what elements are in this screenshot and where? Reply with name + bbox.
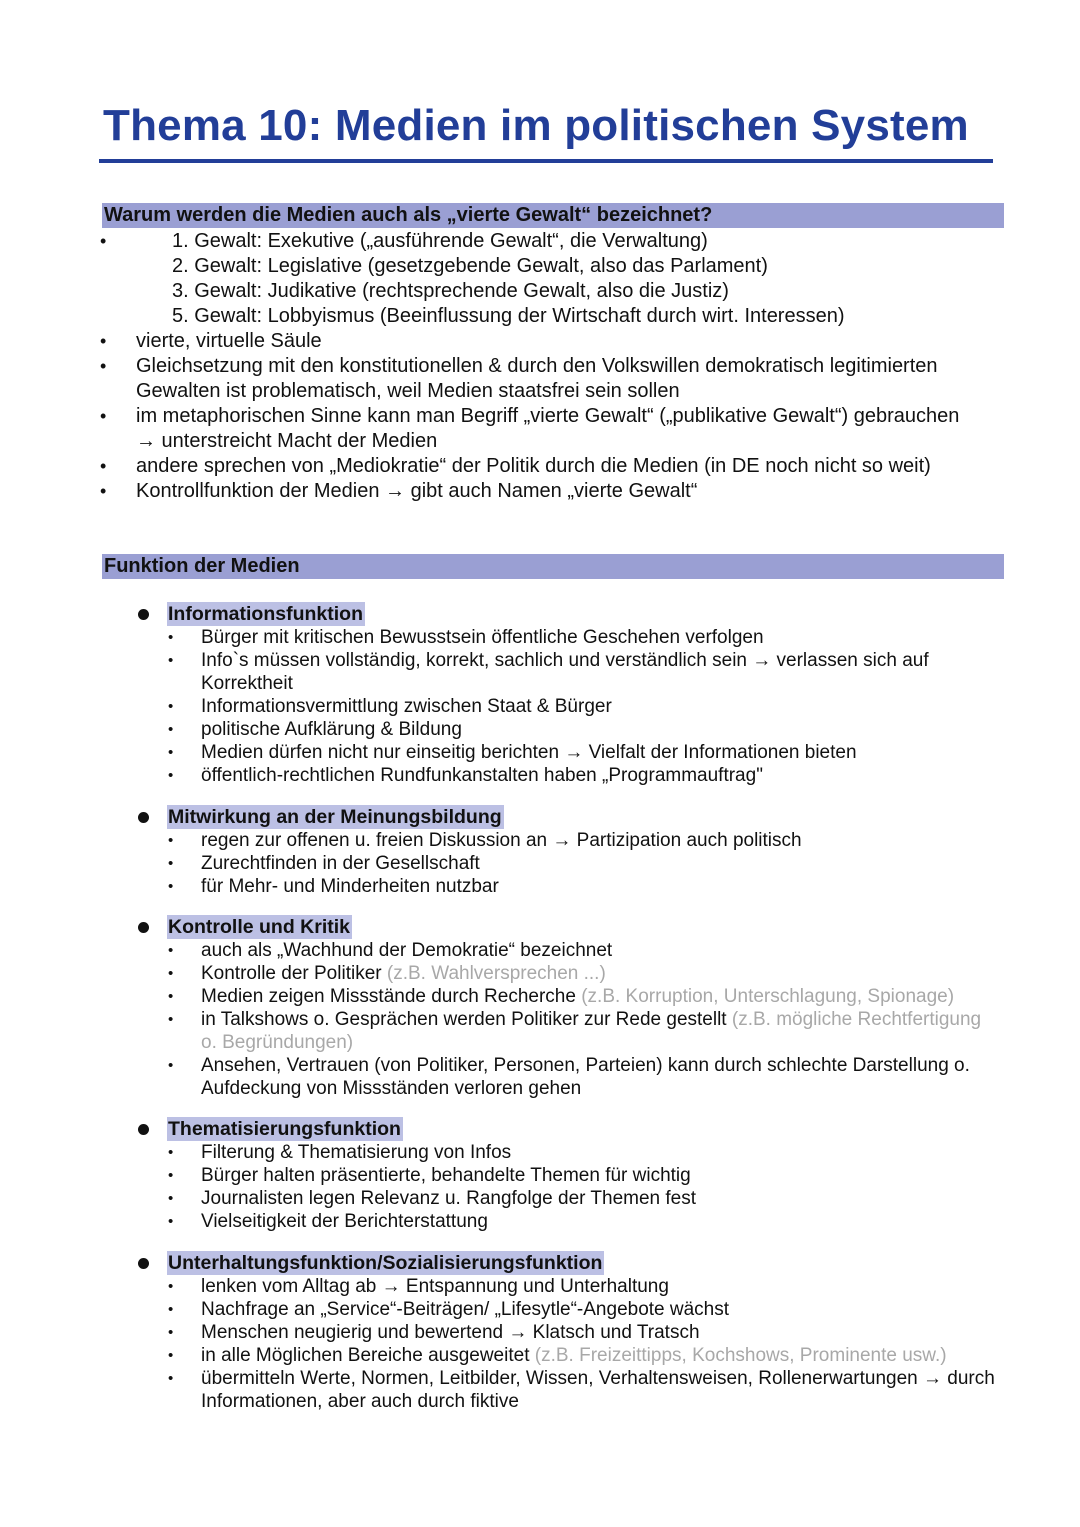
bullet-dot: • — [100, 356, 107, 376]
list-item — [100, 329, 980, 354]
list-item-text: übermitteln Werte, Normen, Leitbilder, Wissen, Verhaltensweisen, Rollenerwartungen → durch Informationen, aber auch durch fiktive — [201, 1368, 995, 1412]
bullet-dot: • — [168, 832, 174, 849]
list-item-text: in alle Möglichen Bereiche ausgeweitet — [201, 1345, 530, 1366]
list-item-note: (z.B. Wahlversprechen ...) — [386, 963, 606, 984]
list-item-text: in Talkshows o. Gesprächen werden Politiker zur Rede gestellt — [201, 1009, 727, 1030]
function-items — [136, 1275, 996, 1413]
vierte-gewalt-list — [100, 229, 980, 504]
list-item — [136, 1298, 996, 1321]
bullet-dot: • — [168, 1324, 174, 1341]
bullet-dot: • — [168, 1370, 174, 1387]
list-item: 5. Gewalt: Lobbyismus (Beeinflussung der Wirtschaft durch wirt. Interessen) — [172, 305, 845, 327]
list-item-text: auch als „Wachhund der Demokratie“ bezeichnet — [201, 940, 613, 961]
list-item-text: Menschen neugierig und bewertend → Klatsch und Tratsch — [201, 1322, 700, 1343]
list-item-text: Vielseitigkeit der Berichterstattung — [201, 1211, 488, 1232]
list-item — [136, 1210, 996, 1233]
bullet-dot — [138, 609, 149, 620]
list-item-text: Kontrolle der Politiker — [201, 963, 382, 984]
bullet-dot: • — [100, 231, 107, 251]
list-item — [100, 404, 980, 454]
list-item — [136, 718, 996, 741]
list-item-text: regen zur offenen u. freien Diskussion an → Partizipation auch politisch — [201, 830, 802, 851]
list-item-text: andere sprechen von „Mediokratie“ der Politik durch die Medien (in DE noch nicht so weit) — [136, 455, 931, 477]
list-item — [136, 626, 996, 649]
bullet-dot: • — [168, 1144, 174, 1161]
bullet-dot: • — [100, 406, 107, 426]
function-title: Thematisierungsfunktion — [168, 1118, 401, 1140]
list-item — [136, 852, 996, 875]
list-item — [136, 962, 996, 985]
list-item-text: politische Aufklärung & Bildung — [201, 719, 462, 740]
list-item — [136, 1275, 996, 1298]
list-item-text: Gleichsetzung mit den konstitutionellen & durch den Volkswillen demokratisch legitimierten Gewalten ist problematisch, weil Medien staatsfrei sein sollen — [136, 355, 938, 402]
function-meinungsbildung — [136, 805, 996, 898]
list-item — [100, 479, 980, 504]
function-items — [136, 829, 996, 898]
bullet-dot: • — [168, 988, 174, 1005]
list-item — [136, 985, 996, 1008]
list-item — [100, 354, 980, 404]
list-item — [136, 1321, 996, 1344]
bullet-dot: • — [168, 942, 174, 959]
bullet-dot: • — [168, 721, 174, 738]
list-item-text: öffentlich-rechtlichen Rundfunkanstalten haben „Programmauftrag" — [201, 765, 763, 786]
list-item-text: Informationsvermittlung zwischen Staat & Bürger — [201, 696, 612, 717]
list-item-text: lenken vom Alltag ab → Entspannung und Unterhaltung — [201, 1276, 669, 1297]
function-unterhaltungsfunktion — [136, 1251, 996, 1413]
function-title: Informationsfunktion — [168, 603, 363, 625]
list-item-text: Medien dürfen nicht nur einseitig berichten → Vielfalt der Informationen bieten — [201, 742, 857, 763]
function-kontrolle-und-kritik — [136, 915, 996, 1100]
list-item-note: (z.B. Korruption, Unterschlagung, Spionage) — [581, 986, 955, 1007]
list-item-gewalten — [100, 229, 980, 329]
list-item-text: Journalisten legen Relevanz u. Rangfolge der Themen fest — [201, 1188, 697, 1209]
list-item — [136, 764, 996, 787]
list-item-text: vierte, virtuelle Säule — [136, 330, 322, 352]
bullet-dot: • — [168, 629, 174, 646]
list-item — [136, 649, 996, 695]
bullet-dot: • — [168, 965, 174, 982]
section-heading-vierte-gewalt: Warum werden die Medien auch als „vierte Gewalt“ bezeichnet? — [102, 203, 1004, 228]
list-item-text: Nachfrage an „Service“-Beiträgen/ „Lifesytle“-Angebote wächst — [201, 1299, 730, 1320]
function-heading — [136, 602, 996, 626]
bullet-dot: • — [168, 1213, 174, 1230]
bullet-dot: • — [168, 1301, 174, 1318]
list-item — [136, 1141, 996, 1164]
list-item-text: Filterung & Thematisierung von Infos — [201, 1142, 512, 1163]
list-item-text: Ansehen, Vertrauen (von Politiker, Personen, Parteien) kann durch schlechte Darstellung o. Aufdeckung von Missständen verloren gehen — [201, 1055, 970, 1099]
bullet-dot: • — [168, 855, 174, 872]
section-heading-funktion: Funktion der Medien — [102, 554, 1004, 579]
function-heading — [136, 915, 996, 939]
list-item — [136, 1164, 996, 1187]
function-heading — [136, 1117, 996, 1141]
function-items — [136, 1141, 996, 1233]
list-item-text: Medien zeigen Missstände durch Recherche — [201, 986, 576, 1007]
list-item — [136, 1367, 996, 1413]
bullet-dot: • — [168, 878, 174, 895]
function-items — [136, 626, 996, 787]
list-item: 1. Gewalt: Exekutive („ausführende Gewalt“, die Verwaltung) — [172, 230, 708, 252]
list-item-text: Bürger halten präsentierte, behandelte Themen für wichtig — [201, 1165, 691, 1186]
list-item-text: Info`s müssen vollständig, korrekt, sachlich und verständlich sein → verlassen sich auf Korrektheit — [201, 650, 929, 694]
bullet-dot — [138, 1258, 149, 1269]
function-thematisierungsfunktion — [136, 1117, 996, 1233]
bullet-dot: • — [168, 1167, 174, 1184]
list-item-text: Bürger mit kritischen Bewusstsein öffentliche Geschehen verfolgen — [201, 627, 764, 648]
bullet-dot: • — [100, 456, 107, 476]
function-informationsfunktion — [136, 602, 996, 787]
list-item-note: (z.B. mögliche Rechtfertigung o. Begründungen) — [201, 1009, 982, 1053]
function-items — [136, 939, 996, 1100]
bullet-dot: • — [168, 1347, 174, 1364]
bullet-dot — [138, 812, 149, 823]
page-title: Thema 10: Medien im politischen System — [103, 101, 969, 150]
bullet-dot: • — [168, 744, 174, 761]
list-item: 2. Gewalt: Legislative (gesetzgebende Gewalt, also das Parlament) — [172, 255, 768, 277]
function-title: Unterhaltungsfunktion/Sozialisierungsfunktion — [168, 1252, 603, 1274]
title-underline — [99, 159, 993, 163]
bullet-dot: • — [168, 1190, 174, 1207]
list-item — [100, 454, 980, 479]
function-title: Kontrolle und Kritik — [168, 916, 350, 938]
list-item-text: Zurechtfinden in der Gesellschaft — [201, 853, 480, 874]
bullet-dot: • — [168, 767, 174, 784]
list-item-text: Kontrollfunktion der Medien → gibt auch Namen „vierte Gewalt“ — [136, 480, 698, 502]
bullet-dot: • — [168, 1057, 174, 1074]
list-item — [136, 741, 996, 764]
list-item-text: für Mehr- und Minderheiten nutzbar — [201, 876, 499, 897]
bullet-dot: • — [100, 481, 107, 501]
bullet-dot: • — [168, 1011, 174, 1028]
function-heading — [136, 805, 996, 829]
bullet-dot: • — [168, 1278, 174, 1295]
bullet-dot — [138, 1124, 149, 1135]
list-item — [136, 875, 996, 898]
bullet-dot: • — [168, 698, 174, 715]
list-item — [136, 1054, 996, 1100]
list-item-note: (z.B. Freizeittipps, Kochshows, Prominente usw.) — [534, 1345, 947, 1366]
function-heading — [136, 1251, 996, 1275]
list-item — [136, 1187, 996, 1210]
list-item — [136, 695, 996, 718]
list-item — [136, 1008, 996, 1054]
function-title: Mitwirkung an der Meinungsbildung — [168, 806, 502, 828]
list-item: 3. Gewalt: Judikative (rechtsprechende Gewalt, also die Justiz) — [172, 280, 729, 302]
bullet-dot: • — [168, 652, 174, 669]
bullet-dot — [138, 922, 149, 933]
list-item — [136, 939, 996, 962]
bullet-dot: • — [100, 331, 107, 351]
list-item — [136, 829, 996, 852]
list-item-text: im metaphorischen Sinne kann man Begriff „vierte Gewalt“ („publikative Gewalt“) gebrauchen → unterstreicht Macht der Medien — [136, 405, 960, 452]
list-item — [136, 1344, 996, 1367]
gewalten-sublist — [136, 229, 980, 329]
